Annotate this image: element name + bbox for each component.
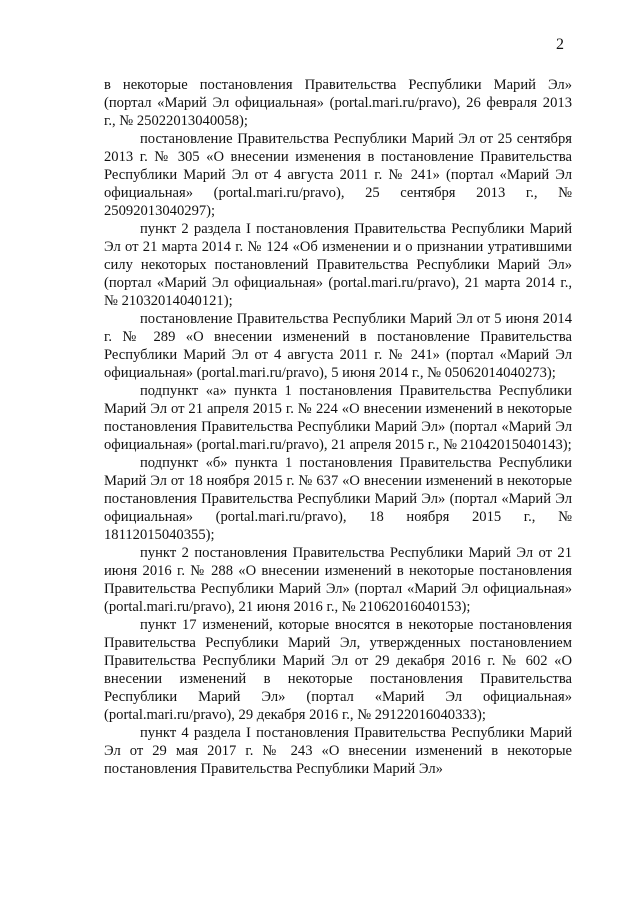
paragraph: пункт 2 раздела I постановления Правительства Республики Марий Эл от 21 марта 2014 г. № 124 «Об изменении и о признании утратившими силу некоторых постановлений Правительства Республики Марий Эл» (портал «Марий Эл официальная» (portal.mari.ru/pravo), 21 марта 2014 г., № 21032014040121); bbox=[104, 221, 572, 309]
paragraph: пункт 4 раздела I постановления Правительства Республики Марий Эл от 29 мая 2017 г. № 243 «О внесении изменений в некоторые постановления Правительства Республики Марий Эл» bbox=[104, 725, 572, 777]
page-number: 2 bbox=[556, 36, 564, 53]
paragraph: постановление Правительства Республики Марий Эл от 5 июня 2014 г. № 289 «О внесении изменений в постановление Правительства Республики Марий Эл от 4 августа 2011 г. № 241» (портал «Марий Эл официальная» (portal.mari.ru/pravo), 5 июня 2014 г., № 05062014040273); bbox=[104, 311, 572, 381]
paragraph: пункт 17 изменений, которые вносятся в некоторые постановления Правительства Республики Марий Эл, утвержденных постановлением Правительства Республики Марий Эл от 29 декабря 2016 г. № 602 «О внесении изменений в некоторые постановления Правительства Республики Марий Эл» (портал «Марий Эл официальная» (portal.mari.ru/pravo), 29 декабря 2016 г., № 29122016040333); bbox=[104, 617, 572, 723]
paragraph: подпункт «б» пункта 1 постановления Правительства Республики Марий Эл от 18 ноября 2015 г. № 637 «О внесении изменений в некоторые постановления Правительства Республики Марий Эл» (портал «Марий Эл официальная» (portal.mari.ru/pravo), 18 ноября 2015 г., № 18112015040355); bbox=[104, 455, 572, 543]
paragraph: пункт 2 постановления Правительства Республики Марий Эл от 21 июня 2016 г. № 288 «О внесении изменений в некоторые постановления Правительства Республики Марий Эл» (портал «Марий Эл официальная» (portal.mari.ru/pravo), 21 июня 2016 г., № 21062016040153); bbox=[104, 545, 572, 615]
paragraph-continuation: в некоторые постановления Правительства Республики Марий Эл» (портал «Марий Эл официальная» (portal.mari.ru/pravo), 26 февраля 2013 г., № 25022013040058); bbox=[104, 77, 572, 129]
paragraph: подпункт «а» пункта 1 постановления Правительства Республики Марий Эл от 21 апреля 2015 г. № 224 «О внесении изменений в некоторые постановления Правительства Республики Марий Эл» (портал «Марий Эл официальная» (portal.mari.ru/pravo), 21 апреля 2015 г., № 21042015040143); bbox=[104, 383, 572, 453]
paragraph: постановление Правительства Республики Марий Эл от 25 сентября 2013 г. № 305 «О внесении изменения в постановление Правительства Республики Марий Эл от 4 августа 2011 г. № 241» (портал «Марий Эл официальная» (portal.mari.ru/pravo), 25 сентября 2013 г., № 25092013040297); bbox=[104, 131, 572, 219]
document-body bbox=[104, 76, 572, 778]
